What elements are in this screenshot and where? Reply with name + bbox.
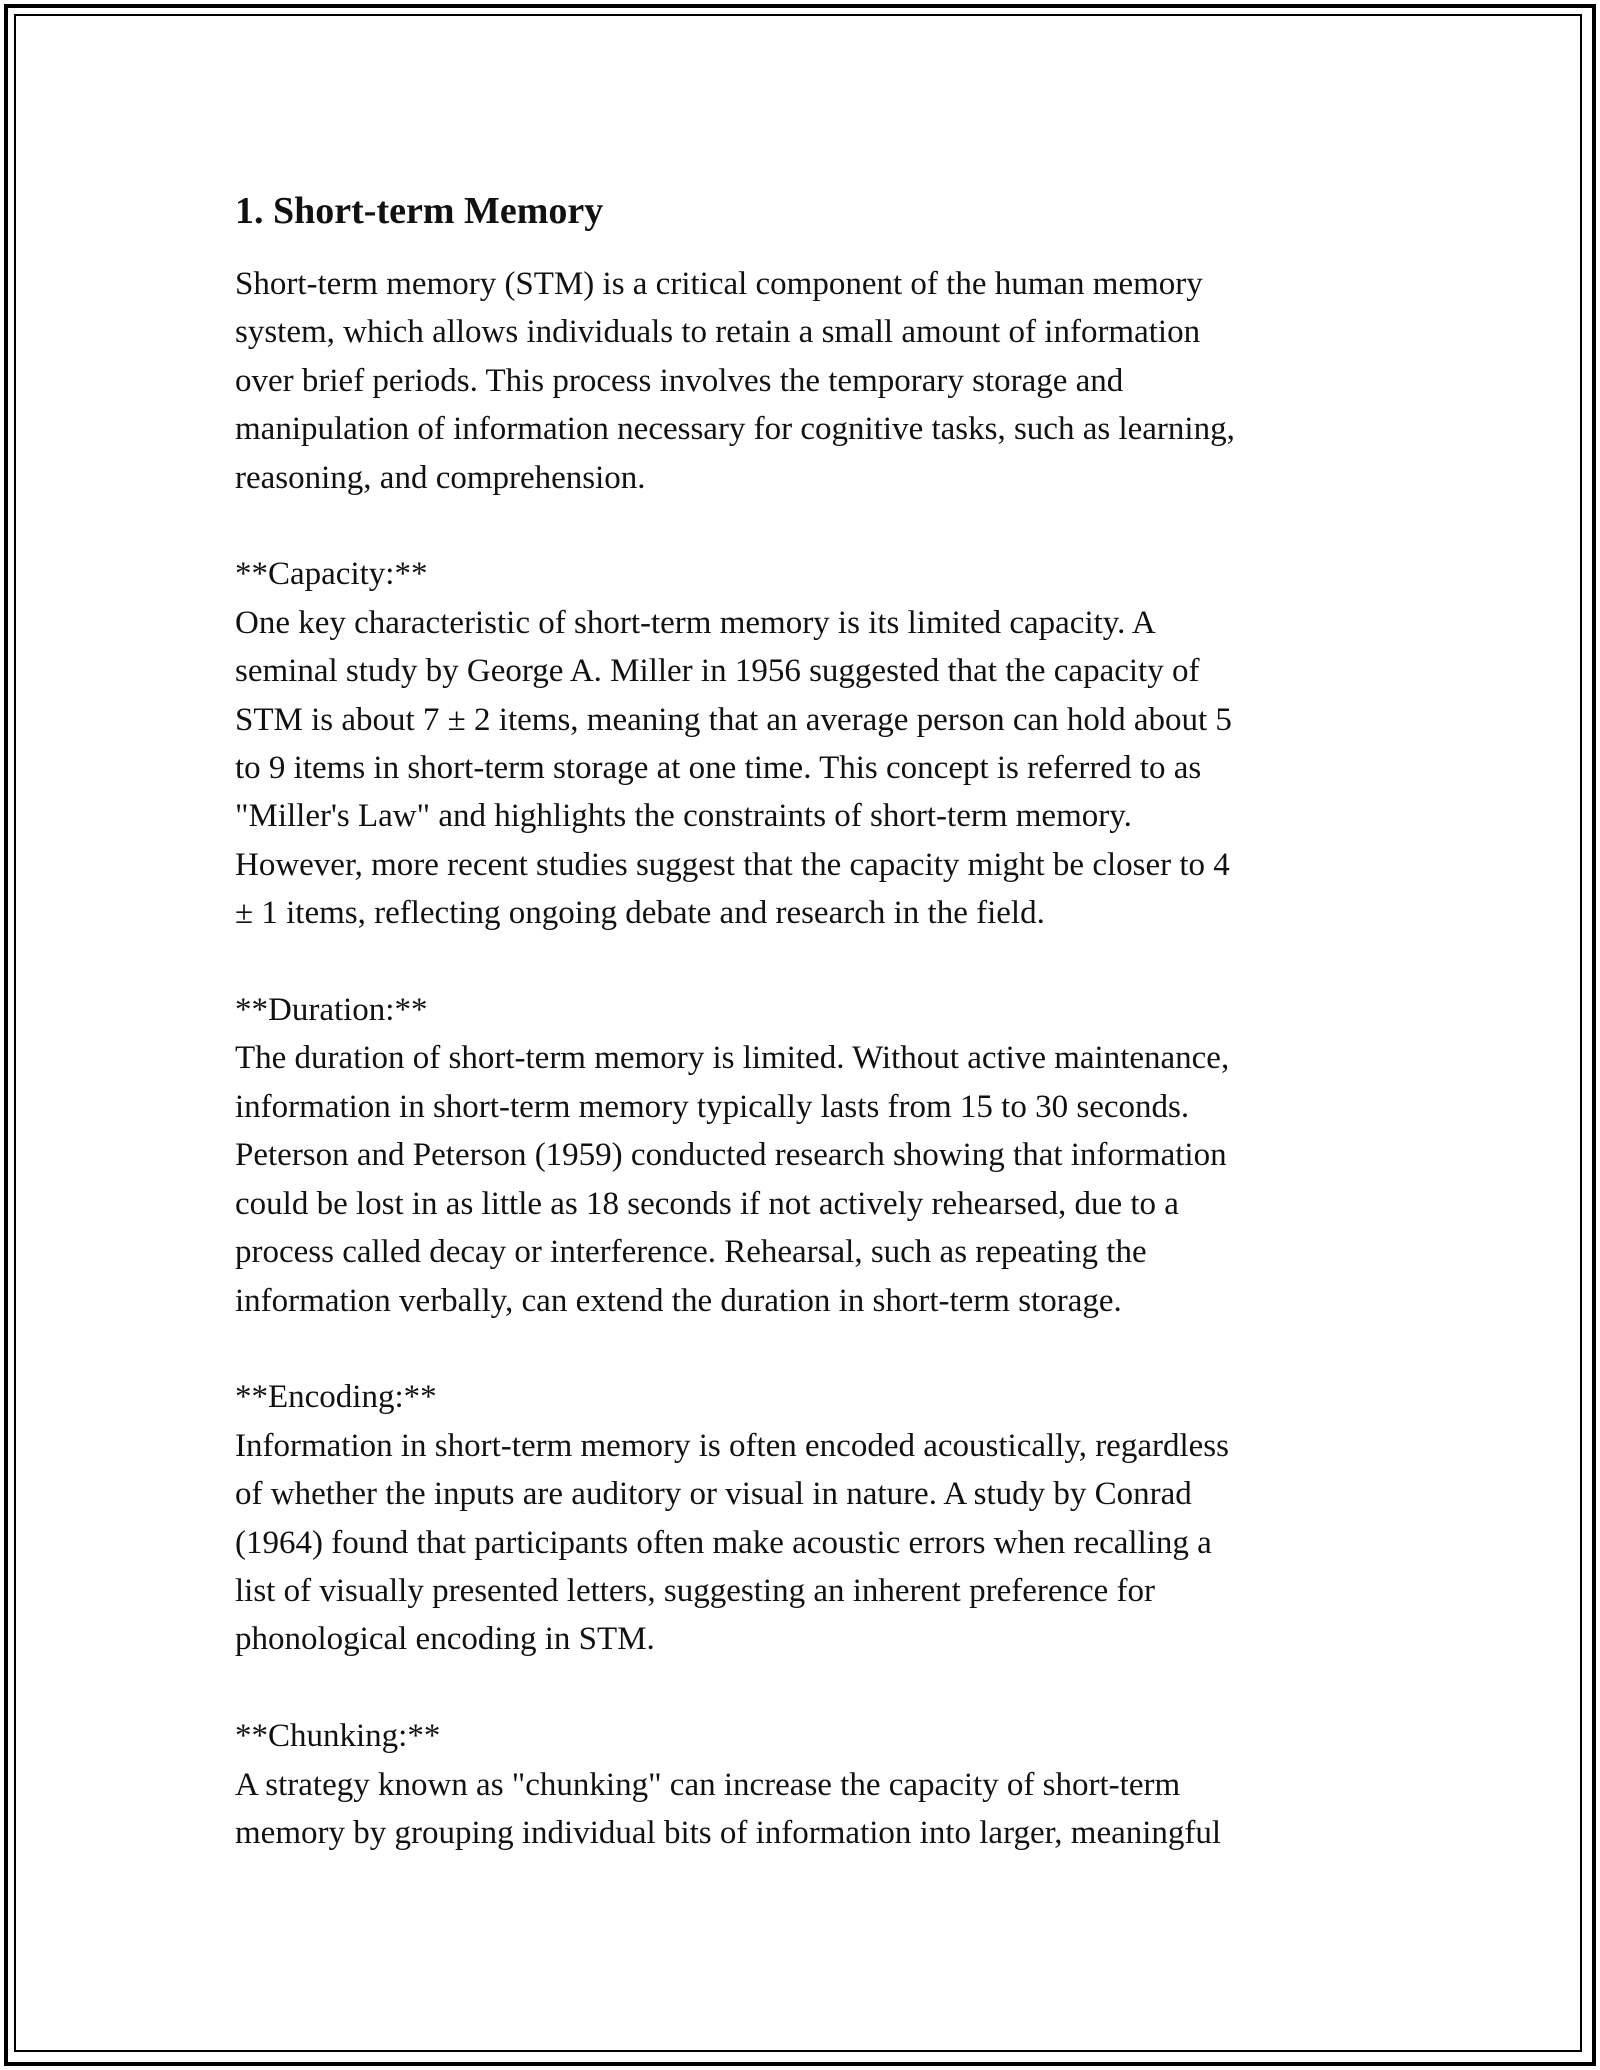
duration-title: **Duration:** [235, 992, 428, 1029]
encoding-title: **Encoding:** [235, 1379, 437, 1416]
capacity-title: **Capacity:** [235, 556, 428, 593]
encoding-section [235, 1373, 1365, 1663]
chunking-section [235, 1712, 1365, 1857]
duration-section [235, 986, 1365, 1325]
capacity-paragraph: One key characteristic of short-term memory is its limited capacity. A seminal study by George A. Miller in 1956 suggested that the capacity of STM is about 7 ± 2 items, meaning that an average person can hold about 5 to 9 items in short-term storage at one time. This concept is referred to as "Miller's Law" and highlights the constraints of short-term memory. However, more recent studies suggest that the capacity might be closer to 4 ± 1 items, reflecting ongoing debate and research in the field. [235, 604, 1232, 932]
chunking-paragraph: A strategy known as "chunking" can increase the capacity of short-term memory by grouping individual bits of information into larger, meaningful [235, 1766, 1222, 1851]
chunking-title: **Chunking:** [235, 1718, 441, 1755]
capacity-section [235, 550, 1365, 937]
section-heading: 1. Short-term Memory [235, 190, 604, 232]
document-body [235, 186, 1365, 1857]
duration-paragraph: The duration of short-term memory is limited. Without active maintenance, information in short-term memory typically lasts from 15 to 30 seconds. Peterson and Peterson (1959) conducted research showing that information could be lost in as little as 18 seconds if not actively rehearsed, due to a process called decay or interference. Rehearsal, such as repeating the information verbally, can extend the duration in short-term storage. [235, 1040, 1230, 1319]
intro-paragraph: Short-term memory (STM) is a critical component of the human memory system, which allows individuals to retain a small amount of information over brief periods. This process involves the temporary storage and manipulation of information necessary for cognitive tasks, such as learning, reasoning, and comprehension. [235, 266, 1235, 496]
encoding-paragraph: Information in short-term memory is often encoded acoustically, regardless of whether the inputs are auditory or visual in nature. A study by Conrad (1964) found that participants often make acoustic errors when recalling a list of visually presented letters, suggesting an inherent preference for phonological encoding in STM. [235, 1427, 1229, 1658]
